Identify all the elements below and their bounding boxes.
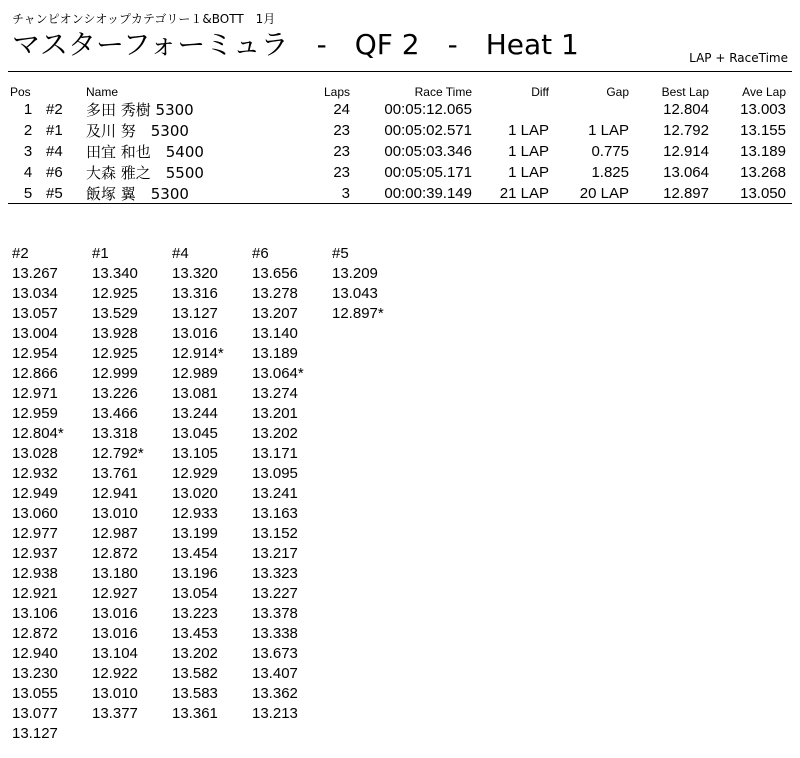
lap-time: 13.152 <box>252 525 298 542</box>
lap-time: 13.202 <box>172 645 218 662</box>
result-number: #2 <box>46 101 63 118</box>
result-race-time: 00:05:05.171 <box>384 164 472 181</box>
col-header-gap: Gap <box>606 85 629 99</box>
lap-time: 13.104 <box>92 645 138 662</box>
result-race-time: 00:05:03.346 <box>384 143 472 160</box>
lap-time: 12.921 <box>12 585 58 602</box>
lap-time: 12.989 <box>172 365 218 382</box>
lap-column-header: #5 <box>332 245 349 262</box>
lap-time: 12.872 <box>92 545 138 562</box>
lap-time: 13.004 <box>12 325 58 342</box>
lap-time: 13.016 <box>92 605 138 622</box>
lap-column <box>12 244 92 744</box>
result-race-time: 00:05:12.065 <box>384 101 472 118</box>
col-header-best-lap: Best Lap <box>661 85 709 99</box>
result-row <box>10 120 786 141</box>
lap-time: 13.362 <box>252 685 298 702</box>
lap-time: 13.226 <box>92 385 138 402</box>
result-best-lap: 12.897 <box>663 185 709 202</box>
lap-column-header: #4 <box>172 245 189 262</box>
lap-time: 13.223 <box>172 605 218 622</box>
page-title: マスターフォーミュラ - QF 2 - Heat 1 <box>12 28 579 61</box>
result-gap: 1.825 <box>591 164 629 181</box>
lap-time: 12.914* <box>172 345 224 362</box>
col-header-name: Name <box>86 85 119 99</box>
result-best-lap: 13.064 <box>663 164 709 181</box>
header-divider <box>8 71 792 72</box>
results-header-row <box>10 84 786 99</box>
result-driver-name: 飯塚 翼 5300 <box>86 185 189 203</box>
lap-time: 12.897* <box>332 305 384 322</box>
result-number: #4 <box>46 143 63 160</box>
lap-time: 13.016 <box>92 625 138 642</box>
results-divider <box>8 203 792 204</box>
lap-times-section <box>12 244 412 744</box>
result-ave-lap: 13.189 <box>740 143 786 160</box>
lap-time: 13.407 <box>252 665 298 682</box>
lap-time: 13.106 <box>12 605 58 622</box>
lap-time: 13.010 <box>92 685 138 702</box>
lap-time: 12.987 <box>92 525 138 542</box>
lap-time: 13.673 <box>252 645 298 662</box>
lap-time: 13.105 <box>172 445 218 462</box>
result-pos: 5 <box>23 185 33 202</box>
lap-time: 13.241 <box>252 485 298 502</box>
lap-time: 13.189 <box>252 345 298 362</box>
result-race-time: 00:05:02.571 <box>384 122 472 139</box>
result-laps: 23 <box>333 164 350 181</box>
lap-time: 13.378 <box>252 605 298 622</box>
result-laps: 24 <box>333 101 350 118</box>
lap-time: 12.933 <box>172 505 218 522</box>
lap-time: 13.127 <box>12 725 58 742</box>
result-gap: 20 LAP <box>579 185 629 202</box>
lap-time: 13.338 <box>252 625 298 642</box>
lap-time: 13.064* <box>252 365 304 382</box>
lap-time: 13.034 <box>12 285 58 302</box>
result-number: #5 <box>46 185 63 202</box>
result-ave-lap: 13.050 <box>740 185 786 202</box>
lap-time: 13.055 <box>12 685 58 702</box>
result-race-time: 00:00:39.149 <box>384 185 472 202</box>
lap-time: 13.323 <box>252 565 298 582</box>
col-header-race-time: Race Time <box>414 85 472 99</box>
lap-time: 13.244 <box>172 405 218 422</box>
result-row <box>10 141 786 162</box>
result-driver-name: 多田 秀樹 5300 <box>86 101 194 119</box>
lap-time: 13.274 <box>252 385 298 402</box>
lap-time: 13.230 <box>12 665 58 682</box>
lap-time: 13.453 <box>172 625 218 642</box>
result-best-lap: 12.792 <box>663 122 709 139</box>
result-diff: 1 LAP <box>508 143 549 160</box>
col-header-laps: Laps <box>323 85 350 99</box>
result-gap <box>549 99 629 120</box>
result-number: #6 <box>46 164 63 181</box>
lap-column <box>252 244 332 744</box>
lap-time: 12.932 <box>12 465 58 482</box>
lap-time: 13.213 <box>252 705 298 722</box>
result-ave-lap: 13.268 <box>740 164 786 181</box>
lap-time: 12.922 <box>92 665 138 682</box>
lap-time: 12.959 <box>12 405 58 422</box>
lap-time: 13.217 <box>252 545 298 562</box>
col-header-diff: Diff <box>531 85 549 99</box>
lap-time: 12.927 <box>92 585 138 602</box>
lap-time: 13.127 <box>172 305 218 322</box>
lap-time: 13.010 <box>92 505 138 522</box>
result-diff: 1 LAP <box>508 164 549 181</box>
result-pos: 4 <box>23 164 33 181</box>
result-ave-lap: 13.155 <box>740 122 786 139</box>
lap-time: 13.180 <box>92 565 138 582</box>
result-number: #1 <box>46 122 63 139</box>
lap-time: 13.361 <box>172 705 218 722</box>
result-pos: 1 <box>23 101 33 118</box>
lap-time: 13.140 <box>252 325 298 342</box>
lap-time: 12.949 <box>12 485 58 502</box>
lap-time: 13.529 <box>92 305 138 322</box>
results-table <box>10 84 786 204</box>
lap-time: 12.940 <box>12 645 58 662</box>
lap-time: 13.199 <box>172 525 218 542</box>
lap-time: 12.941 <box>92 485 138 502</box>
lap-time: 13.028 <box>12 445 58 462</box>
lap-time: 13.081 <box>172 385 218 402</box>
result-pos: 3 <box>23 143 33 160</box>
lap-time: 13.340 <box>92 265 138 282</box>
lap-time: 13.207 <box>252 305 298 322</box>
result-row <box>10 183 786 204</box>
lap-time: 13.227 <box>252 585 298 602</box>
result-driver-name: 大森 雅之 5500 <box>86 164 204 182</box>
lap-column-header: #1 <box>92 245 109 262</box>
result-diff <box>472 99 549 120</box>
lap-time: 13.316 <box>172 285 218 302</box>
col-header-ave-lap: Ave Lap <box>742 85 786 99</box>
lap-time: 13.209 <box>332 265 378 282</box>
lap-time: 13.454 <box>172 545 218 562</box>
lap-time: 12.872 <box>12 625 58 642</box>
lap-time: 12.938 <box>12 565 58 582</box>
lap-time: 13.196 <box>172 565 218 582</box>
result-laps: 23 <box>333 143 350 160</box>
result-diff: 21 LAP <box>499 185 549 202</box>
lap-column <box>332 244 412 744</box>
lap-time: 12.792* <box>92 445 144 462</box>
lap-time: 12.971 <box>12 385 58 402</box>
result-pos: 2 <box>23 122 33 139</box>
lap-column <box>172 244 252 744</box>
report-mode-label: LAP + RaceTime <box>689 51 788 65</box>
lap-time: 13.095 <box>252 465 298 482</box>
lap-time: 13.043 <box>332 285 378 302</box>
lap-time: 12.929 <box>172 465 218 482</box>
lap-column-header: #2 <box>12 245 29 262</box>
lap-time: 13.077 <box>12 705 58 722</box>
result-laps: 3 <box>341 185 350 202</box>
result-best-lap: 12.804 <box>663 101 709 118</box>
lap-time: 13.020 <box>172 485 218 502</box>
lap-time: 13.054 <box>172 585 218 602</box>
lap-time: 13.171 <box>252 445 298 462</box>
result-row <box>10 162 786 183</box>
col-header-pos: Pos <box>10 85 31 99</box>
lap-time: 12.977 <box>12 525 58 542</box>
lap-time: 12.937 <box>12 545 58 562</box>
lap-time: 13.656 <box>252 265 298 282</box>
result-driver-name: 及川 努 5300 <box>86 122 189 140</box>
result-laps: 23 <box>333 122 350 139</box>
lap-column <box>92 244 172 744</box>
lap-time: 13.163 <box>252 505 298 522</box>
lap-time: 13.583 <box>172 685 218 702</box>
lap-time: 13.318 <box>92 425 138 442</box>
lap-time: 13.320 <box>172 265 218 282</box>
result-diff: 1 LAP <box>508 122 549 139</box>
result-row <box>10 99 786 120</box>
event-subtitle: チャンピオンシオップカテゴリー１&BOTT 1月 <box>12 12 276 26</box>
lap-time: 13.045 <box>172 425 218 442</box>
lap-time: 13.466 <box>92 405 138 422</box>
lap-time: 13.278 <box>252 285 298 302</box>
lap-time: 12.804* <box>12 425 64 442</box>
result-gap: 0.775 <box>591 143 629 160</box>
lap-time: 12.866 <box>12 365 58 382</box>
lap-time: 13.060 <box>12 505 58 522</box>
lap-time: 12.925 <box>92 285 138 302</box>
lap-time: 12.954 <box>12 345 58 362</box>
lap-time: 13.016 <box>172 325 218 342</box>
lap-time: 13.928 <box>92 325 138 342</box>
lap-time: 13.057 <box>12 305 58 322</box>
result-driver-name: 田宜 和也 5400 <box>86 143 204 161</box>
lap-time: 12.925 <box>92 345 138 362</box>
lap-time: 13.761 <box>92 465 138 482</box>
result-ave-lap: 13.003 <box>740 101 786 118</box>
result-best-lap: 12.914 <box>663 143 709 160</box>
lap-column-header: #6 <box>252 245 269 262</box>
result-gap: 1 LAP <box>588 122 629 139</box>
lap-time: 13.202 <box>252 425 298 442</box>
lap-time: 13.267 <box>12 265 58 282</box>
lap-time: 12.999 <box>92 365 138 382</box>
lap-time: 13.377 <box>92 705 138 722</box>
lap-time: 13.201 <box>252 405 298 422</box>
lap-time: 13.582 <box>172 665 218 682</box>
